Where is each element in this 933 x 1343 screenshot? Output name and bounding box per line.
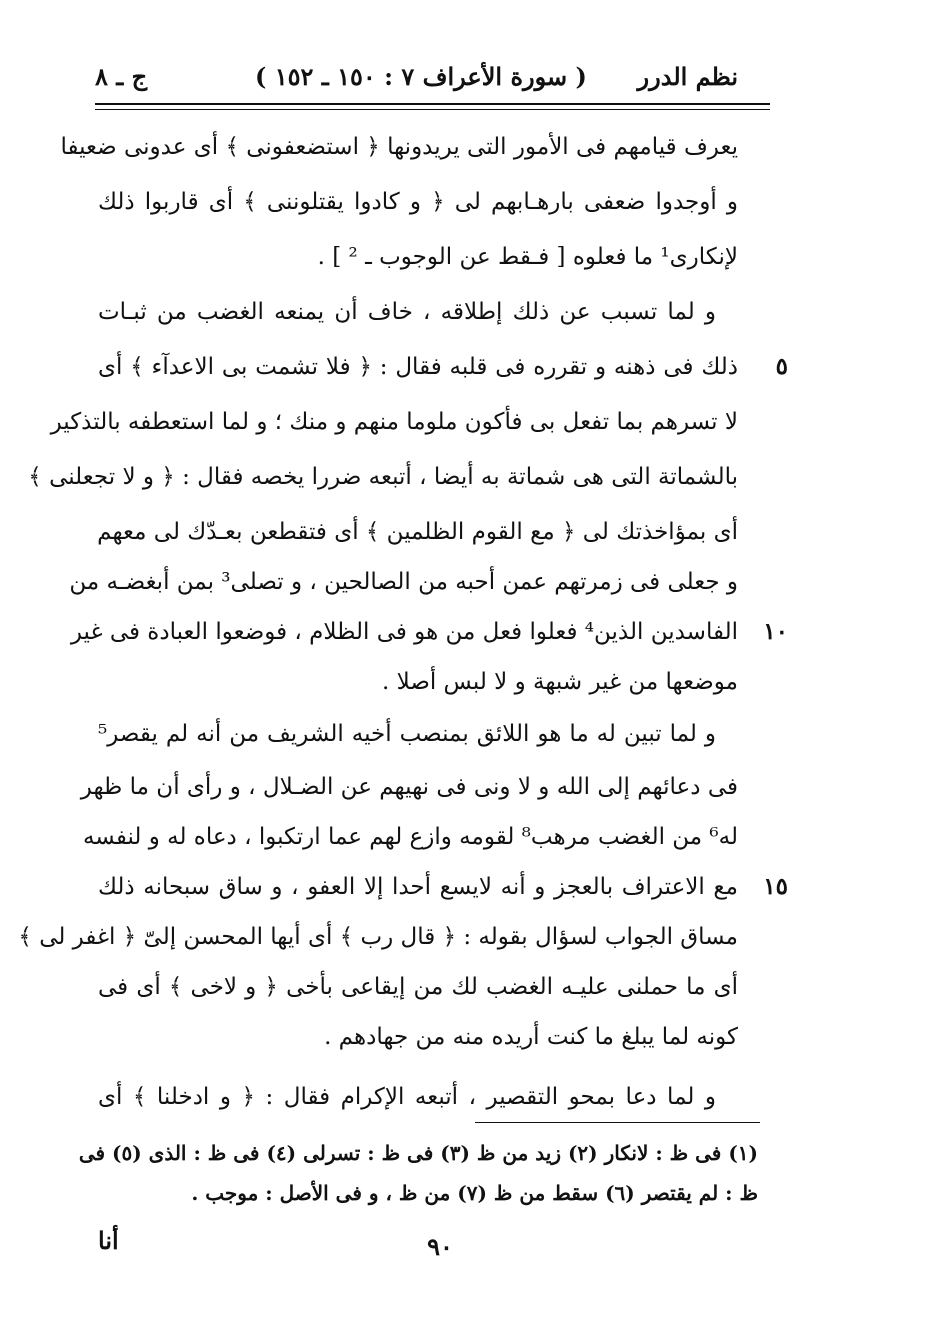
book-title: نظم الدرر (637, 62, 738, 91)
body-line: لا تسرهم بما تفعل بى فأكون ملوما منهم و منك ؛ و لما استعطفه بالتذكير (50, 409, 738, 435)
body-line: و لما تبين له ما هو اللائق بمنصب أخيه الشريف من أنه لم يقصر⁵ (98, 721, 716, 747)
body-line: مساق الجواب لسؤال بقوله : ﴿ قال رب ﴾ أى أيها المحسن إلىّ ﴿ اغفر لى ﴾ (18, 924, 738, 950)
body-line: و جعلى فى زمرتهم عمن أحبه من الصالحين ، و تصلى³ بمن أبغضـه من (69, 569, 738, 595)
header-rule-bottom (95, 109, 770, 110)
body-line: أى ما حملنى عليـه الغضب لك من إيقاعى بأخى ﴿ و لاخى ﴾ أى فى (98, 974, 738, 1000)
body-line: يعرف قيامهم فى الأمور التى يريدونها ﴿ استضعفونى ﴾ أى عدونى ضعيفا (60, 134, 738, 160)
volume-number: ج ـ ٨ (95, 62, 148, 91)
catchword: أنا (98, 1226, 119, 1255)
body-line: و أوجدوا ضعفى بارهـابهم لى ﴿ و كادوا يقتلوننى ﴾ أى قاربوا ذلك (98, 189, 738, 215)
body-line: و لما تسبب عن ذلك إطلاقه ، خاف أن يمنعه الغضب من ثبـات (98, 299, 716, 325)
page-number: ٩٠ (427, 1232, 453, 1261)
body-line: أى بمؤاخذتك لى ﴿ مع القوم الظلمين ﴾ أى فتقطعن بعـدّك لى معهم (97, 519, 738, 545)
body-line: موضعها من غير شبهة و لا لبس أصلا . (381, 669, 738, 695)
header-rule-top (95, 103, 770, 105)
footnote-line: ظ : لم يقتصر (٦) سقط من ظ (٧) من ظ ، و فى الأصل : موجب . (191, 1181, 758, 1205)
body-line: بالشماتة التى هى شماتة به أيضا ، أتبعه ضررا يخصه فقال : ﴿ و لا تجعلنى ﴾ (28, 464, 738, 490)
body-line: فى دعائهم إلى الله و لا ونى فى نهيهم عن الضـلال ، و رأى أن ما ظهر (80, 774, 738, 800)
line-number: ١٠ (763, 618, 788, 645)
line-number: ٥ (775, 353, 788, 380)
footnote-line: (١) فى ظ : لانكار (٢) زيد من ظ (٣) فى ظ : تسرلى (٤) فى ظ : الذى (٥) فى (78, 1141, 758, 1165)
body-line: له⁶ من الغضب مرهب⁸ لقومه وازع لهم عما ارتكبوا ، دعاه له و لنفسه (82, 824, 738, 850)
footnote-rule (475, 1122, 760, 1123)
surah-reference: ( سورة الأعراف ٧ : ١٥٠ ـ ١٥٢ ) (255, 62, 587, 91)
body-line: و لما دعا بمحو التقصير ، أتبعه الإكرام فقال : ﴿ و ادخلنا ﴾ أى (98, 1084, 716, 1110)
body-line: لإنكارى¹ ما فعلوه [ فـقط عن الوجوب ـ ² ] . (317, 244, 738, 270)
body-line: الفاسدين الذين⁴ فعلوا فعل من هو فى الظلام ، فوضعوا العبادة فى غير (70, 619, 738, 645)
line-number: ١٥ (763, 873, 788, 900)
body-line: مع الاعتراف بالعجز و أنه لايسع أحدا إلا العفو ، و ساق سبحانه ذلك (98, 874, 738, 900)
body-line: ذلك فى ذهنه و تقرره فى قلبه فقال : ﴿ فلا تشمت بى الاعدآء ﴾ أى (98, 354, 738, 380)
body-line: كونه لما يبلغ ما كنت أريده منه من جهادهم . (324, 1024, 738, 1050)
